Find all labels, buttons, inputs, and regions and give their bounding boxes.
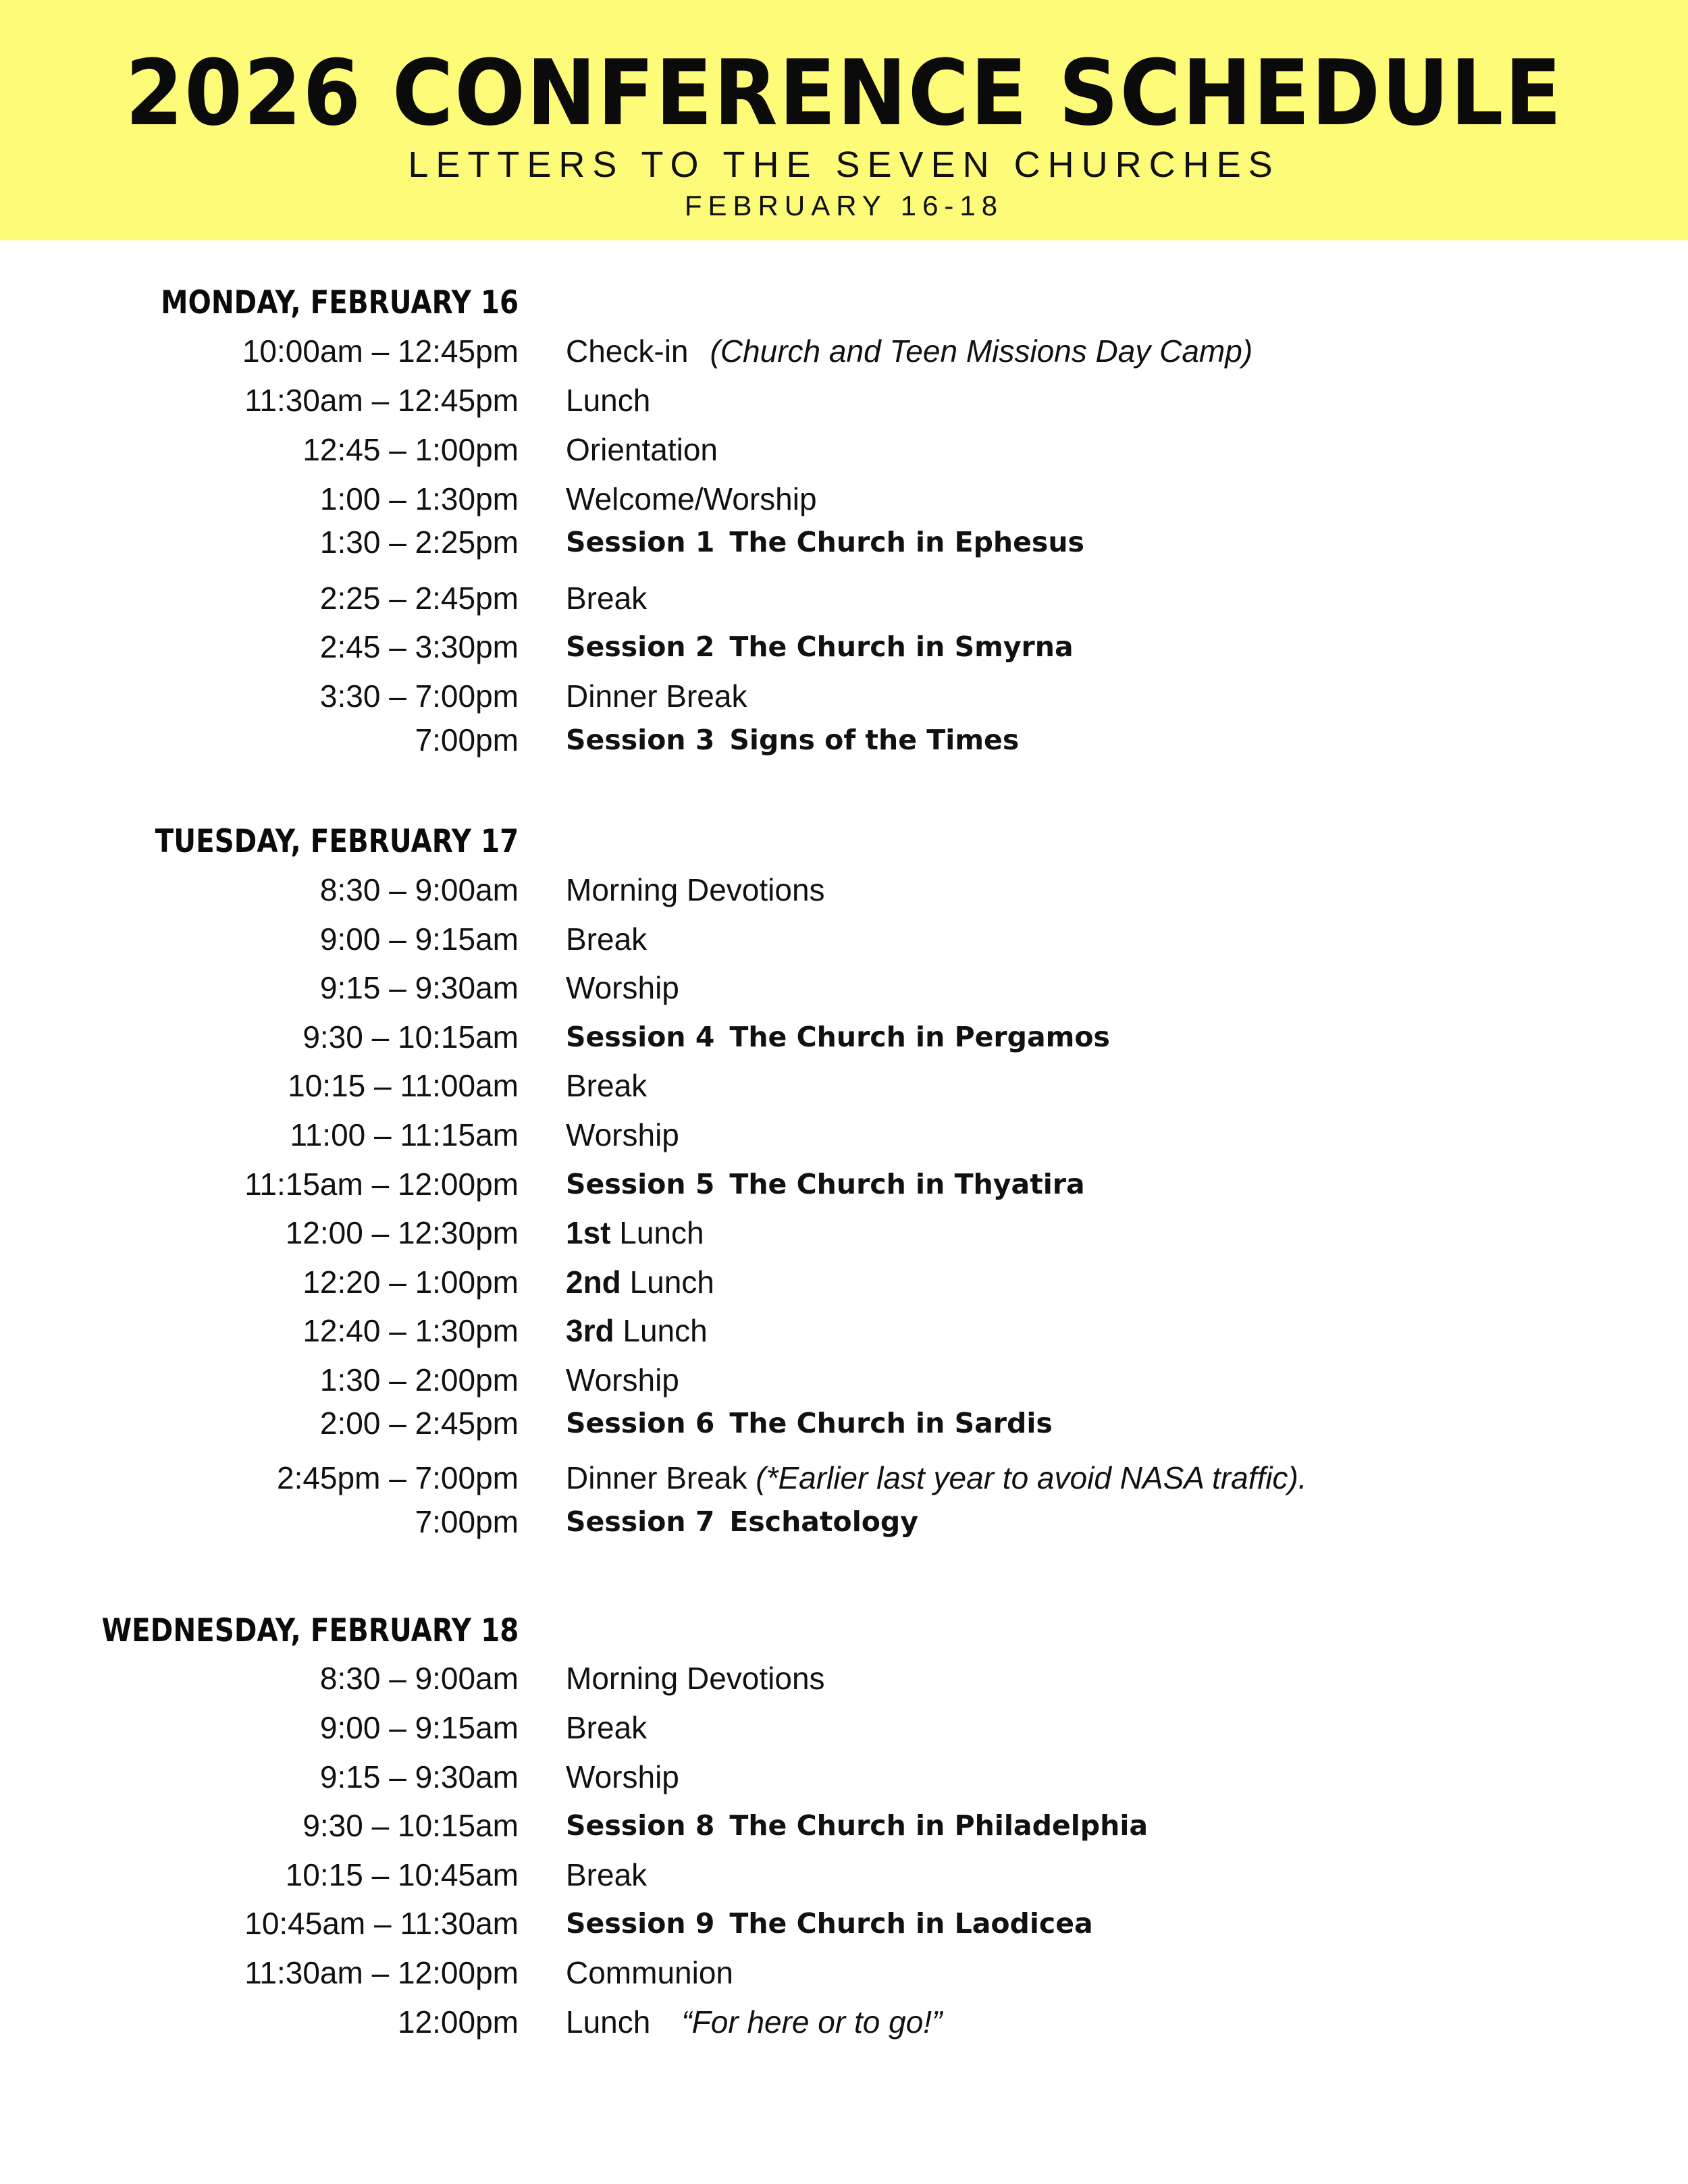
- row-session: [566, 522, 1084, 562]
- row-event: Worship: [566, 1362, 679, 1397]
- schedule-row: [0, 1707, 1688, 1748]
- schedule-row: [0, 380, 1688, 421]
- schedule-row: [0, 1458, 1688, 1498]
- row-time: 11:00 – 11:15am: [290, 1117, 519, 1152]
- schedule-row: [0, 1501, 1688, 1542]
- row-time: 3:30 – 7:00pm: [319, 678, 519, 714]
- row-event: Break: [566, 922, 648, 957]
- row-event: Break: [566, 1857, 648, 1892]
- row-time: 12:00pm: [397, 2004, 519, 2040]
- row-time: 11:15am – 12:00pm: [244, 1167, 519, 1202]
- event-note: (Church and Teen Missions Day Camp): [710, 334, 1253, 369]
- row-time: 11:30am – 12:45pm: [244, 383, 519, 418]
- schedule-row: [0, 967, 1688, 1008]
- row-time: 10:00am – 12:45pm: [242, 334, 519, 369]
- conference-dates: FEBRUARY 16-18: [684, 190, 1004, 221]
- schedule-row: [0, 1310, 1688, 1351]
- lunch-ordinal: 2nd: [566, 1264, 621, 1300]
- session-topic: The Church in Pergamos: [729, 1021, 1110, 1053]
- schedule-row: [0, 1805, 1688, 1846]
- row-time: 2:45pm – 7:00pm: [276, 1460, 519, 1495]
- row-session: [566, 1805, 1148, 1846]
- session-number: Session 7: [566, 1506, 715, 1538]
- schedule-row: [0, 720, 1688, 760]
- row-time: 1:00 – 1:30pm: [319, 481, 519, 516]
- row-time: 8:30 – 9:00am: [319, 872, 519, 907]
- header-banner: [0, 0, 1688, 240]
- session-number: Session 9: [566, 1907, 715, 1940]
- page-title: 2026 CONFERENCE SCHEDULE: [125, 41, 1563, 146]
- row-time: 9:00 – 9:15am: [319, 1710, 519, 1745]
- row-event: Morning Devotions: [566, 1661, 825, 1696]
- event-label: Dinner Break: [566, 1460, 747, 1495]
- schedule-row: [0, 522, 1688, 562]
- session-topic: The Church in Smyrna: [729, 631, 1074, 663]
- row-event: Worship: [566, 1117, 679, 1152]
- day-heading-tuesday: TUESDAY, FEBRUARY 17: [155, 823, 519, 860]
- session-topic: The Church in Laodicea: [729, 1907, 1093, 1940]
- schedule-row: [0, 676, 1688, 716]
- row-session: [566, 1501, 918, 1542]
- event-label: Lunch: [629, 1264, 714, 1300]
- schedule-row: [0, 1855, 1688, 1895]
- row-time: 11:30am – 12:00pm: [244, 1955, 519, 1990]
- event-label: Lunch: [623, 1313, 708, 1348]
- schedule-row: [0, 1757, 1688, 1797]
- row-event: [566, 1262, 714, 1302]
- row-session: [566, 1903, 1093, 1944]
- event-label: Lunch: [619, 1215, 704, 1250]
- schedule-row: [0, 1903, 1688, 1944]
- row-time: 8:30 – 9:00am: [319, 1661, 519, 1696]
- row-session: [566, 1403, 1053, 1443]
- row-time: 10:15 – 10:45am: [285, 1857, 519, 1892]
- row-time: 2:45 – 3:30pm: [319, 629, 519, 664]
- row-time: 12:40 – 1:30pm: [302, 1313, 519, 1348]
- row-session: [566, 720, 1019, 760]
- schedule-row: [0, 1164, 1688, 1204]
- schedule-row: [0, 1115, 1688, 1155]
- row-event: [566, 2002, 942, 2042]
- session-topic: The Church in Thyatira: [729, 1168, 1085, 1200]
- row-time: 9:00 – 9:15am: [319, 922, 519, 957]
- session-number: Session 5: [566, 1168, 715, 1200]
- session-topic: The Church in Ephesus: [729, 526, 1084, 558]
- row-time: 2:25 – 2:45pm: [319, 581, 519, 616]
- row-time: 7:00pm: [415, 1504, 519, 1539]
- session-topic: Eschatology: [729, 1506, 918, 1538]
- schedule-row: [0, 429, 1688, 470]
- row-time: 12:00 – 12:30pm: [285, 1215, 519, 1250]
- schedule-row: [0, 479, 1688, 519]
- page-subtitle: LETTERS TO THE SEVEN CHURCHES: [408, 144, 1280, 185]
- session-number: Session 6: [566, 1407, 715, 1439]
- row-event: Lunch: [566, 383, 651, 418]
- schedule-row: [0, 331, 1688, 371]
- event-note: (*Earlier last year to avoid NASA traffic).: [756, 1460, 1307, 1495]
- row-time: 7:00pm: [415, 722, 519, 757]
- schedule-row: [0, 1952, 1688, 1993]
- row-session: [566, 1017, 1110, 1057]
- schedule-row: [0, 870, 1688, 910]
- schedule-row: [0, 1658, 1688, 1699]
- event-note: “For here or to go!”: [681, 2004, 943, 2040]
- row-session: [566, 627, 1074, 667]
- schedule-row: [0, 1262, 1688, 1302]
- schedule-row: [0, 1213, 1688, 1253]
- row-time: 10:45am – 11:30am: [244, 1906, 519, 1941]
- session-topic: Signs of the Times: [729, 724, 1020, 756]
- event-label: Lunch: [566, 2004, 651, 2040]
- row-event: Break: [566, 1710, 648, 1745]
- row-session: [566, 1164, 1085, 1204]
- schedule-row: [0, 1017, 1688, 1057]
- day-heading-monday: MONDAY, FEBRUARY 16: [161, 284, 519, 321]
- session-number: Session 2: [566, 631, 715, 663]
- row-event: Dinner Break: [566, 678, 747, 714]
- session-number: Session 1: [566, 526, 715, 558]
- session-number: Session 4: [566, 1021, 715, 1053]
- row-time: 1:30 – 2:00pm: [319, 1362, 519, 1397]
- lunch-ordinal: 1st: [566, 1215, 611, 1250]
- schedule-row: [0, 919, 1688, 959]
- row-event: [566, 1458, 1307, 1498]
- row-time: 12:20 – 1:00pm: [302, 1264, 519, 1300]
- schedule-row: [0, 1360, 1688, 1400]
- session-topic: The Church in Philadelphia: [729, 1809, 1149, 1842]
- schedule-row: [0, 2002, 1688, 2042]
- row-time: 10:15 – 11:00am: [288, 1068, 519, 1103]
- schedule-row: [0, 1065, 1688, 1106]
- row-event: Orientation: [566, 432, 718, 467]
- row-time: 1:30 – 2:25pm: [319, 525, 519, 560]
- row-time: 9:30 – 10:15am: [302, 1808, 519, 1843]
- session-number: Session 3: [566, 724, 715, 756]
- schedule-row: [0, 1403, 1688, 1443]
- row-event: Break: [566, 581, 648, 616]
- row-time: 9:15 – 9:30am: [319, 970, 519, 1005]
- row-time: 12:45 – 1:00pm: [302, 432, 519, 467]
- session-topic: The Church in Sardis: [729, 1407, 1053, 1439]
- schedule-row: [0, 578, 1688, 618]
- row-event: Morning Devotions: [566, 872, 825, 907]
- row-time: 9:30 – 10:15am: [302, 1019, 519, 1055]
- row-event: Break: [566, 1068, 648, 1103]
- row-event: Worship: [566, 970, 679, 1005]
- row-time: 9:15 – 9:30am: [319, 1759, 519, 1794]
- row-event: Worship: [566, 1759, 679, 1794]
- schedule-row: [0, 627, 1688, 667]
- row-event: Welcome/Worship: [566, 481, 817, 516]
- session-number: Session 8: [566, 1809, 715, 1842]
- row-event: Communion: [566, 1955, 733, 1990]
- row-event: [566, 331, 1252, 371]
- event-label: Check-in: [566, 334, 689, 369]
- row-event: [566, 1310, 708, 1351]
- day-heading-wednesday: WEDNESDAY, FEBRUARY 18: [101, 1612, 519, 1649]
- lunch-ordinal: 3rd: [566, 1313, 614, 1348]
- row-event: [566, 1213, 704, 1253]
- row-time: 2:00 – 2:45pm: [319, 1406, 519, 1441]
